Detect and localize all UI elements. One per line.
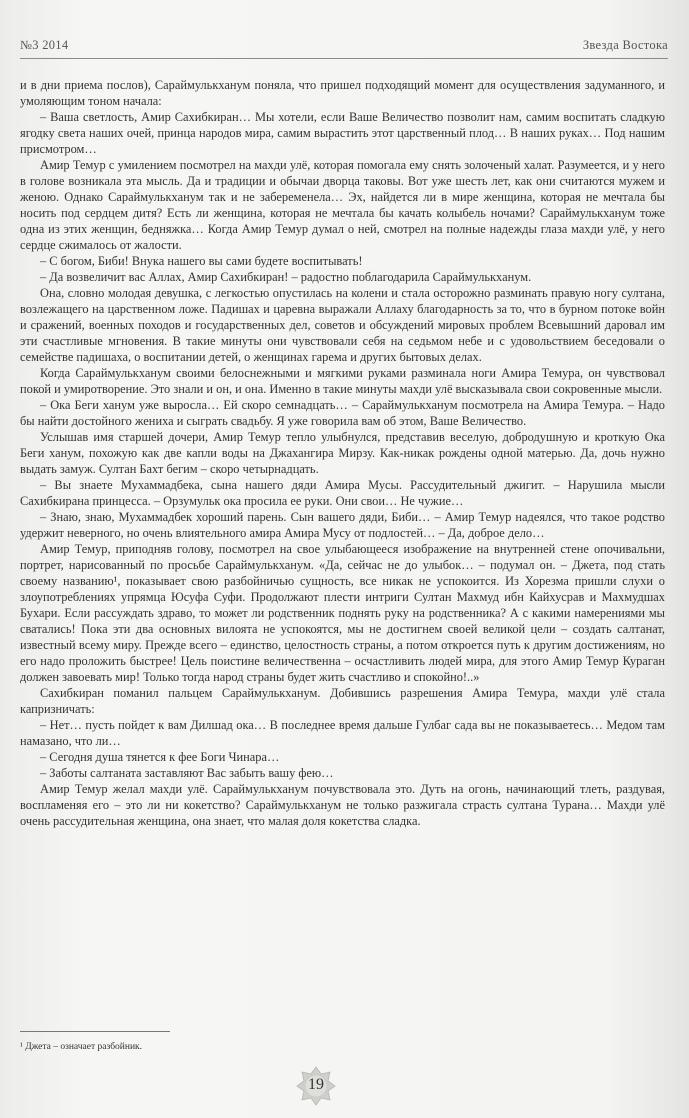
page-number-badge	[296, 1066, 336, 1106]
paragraph: – Нет… пусть пойдет к вам Дилшад ока… В последнее время дальше Гулбаг сада вы не показываетесь… Медом там намазано, что ли…	[20, 718, 665, 748]
paragraph: и в дни приема послов), Сараймулькханум поняла, что пришел подходящий момент для осуществления задуманного, и умоляющим тоном начала:	[20, 78, 665, 108]
running-header	[20, 38, 668, 54]
paragraph: Она, словно молодая девушка, с легкостью опустилась на колени и стала осторожно разминать правую ногу султана, возлежащего на царственном ложе. Падишах и царевна выражали Аллаху благодарность за то, что в бурном потоке войн и сражений, военных походов и государственных дел, советов и обсуждений мировых проблем Всевышний даровал им эти счастливые мгновения. В такие минуты они чувствовали себя на седьмом небе и с удовольствием беседовали о семействе падишаха, о воспитании детей, о женщинах гарема и других бытовых делах.	[20, 286, 665, 364]
paragraph: Амир Темур желал махди улё. Сараймулькханум почувствовала это. Дуть на огонь, начинающий тлеть, раздувая, воспламеняя его – это ли ни кокетство? Сараймулькханум не только разжигала страсть султана Турана… Махди улё очень рассудительная женщина, она знает, что малая доля кокетства сладка.	[20, 782, 665, 828]
paragraph: Амир Темур, приподняв голову, посмотрел на свое улыбающееся изображение на внутренней стене опочивальни, портрет, нарисованный по просьбе Сараймулькханум. «Да, сейчас не до улыбок… – подумал он. – Джета, под стать своему названию¹, показывает свою разбойничью сущность, все никак не успокоится. Из Хорезма пришли слухи о злоупотреблениях упрямца Юсуфа Суфи. Продолжают плести интриги Султан Махмуд ибн Кайхусрав и Махмудшах Бухари. Если рассуждать здраво, то может ли родственник поднять руку на родственника? А с какими намерениями мы сватались! Пока эти два основных вилоята не успокоятся, мы не достигнем своей великой цели – создать салтанат, известный всему миру. Прежде всего – единство, целостность страны, а потом откроется путь к другим достижениям, но его надо проложить быстрее! Цель поистине величественна – осчастливить людей мира, для этого Амир Темур Кураган должен завоевать мир! Только тогда народ страны будет жить счастливо и спокойно!..»	[20, 542, 665, 684]
paragraph: – С богом, Биби! Внука нашего вы сами будете воспитывать!	[40, 254, 363, 268]
footnote: ¹ Джета – означает разбойник.	[20, 1042, 143, 1052]
header-divider	[20, 58, 668, 59]
paragraph: Амир Темур с умилением посмотрел на махди улё, которая помогала ему снять золоченый халат. Разумеется, и у него в голове возникала эта мысль. Да и традиции и обычаи дворца таковы. Вот уже шесть лет, как они считаются мужем и женою. Однако Сараймулькханум так и не забеременела… Эх, найдется ли в мире женщина, которая не мечтала бы носить под сердцем дитя? Есть ли женщина, которая не мечтала бы качать колыбель ночами? Сараймулькханум тоже одна из этих женщин, бедняжка… Когда Амир Темур думал о ней, смотрел на полные надежды глаза махди улё, у него сердце сжималось от жалости.	[20, 158, 665, 252]
paragraph: – Ваша светлость, Амир Сахибкиран… Мы хотели, если Ваше Величество позволит нам, самим воспитать сладкую ягодку света наших очей, принца народов мира, самим вырастить этот царственный плод… В наших руках… Под нашим присмотром…	[20, 110, 665, 156]
paragraph: Сахибкиран поманил пальцем Сараймулькханум. Добившись разрешения Амира Темура, махди улё стала капризничать:	[20, 686, 665, 716]
issue-label: №3 2014	[20, 38, 69, 52]
article-body	[20, 77, 665, 829]
paragraph: – Вы знаете Мухаммадбека, сына нашего дяди Амира Мусы. Рассудительный джигит. – Нарушила мысли Сахибкирана принцесса. – Орзумульк ока просила ее руки. Они свои… Не чужие…	[20, 478, 665, 508]
paragraph: – Да возвеличит вас Аллах, Амир Сахибкиран! – радостно поблагодарила Сараймулькханум.	[40, 270, 532, 284]
page-number: 19	[308, 1076, 324, 1093]
paragraph: Когда Сараймулькханум своими белоснежными и мягкими руками разминала ноги Амира Темура, он чувствовал покой и умиротворение. Это знали и он, и она. Именно в такие минуты махди улё высказывала свои сокровенные мысли.	[20, 366, 665, 396]
footnote-divider	[20, 1031, 170, 1032]
paragraph: – Заботы салтаната заставляют Вас забыть вашу фею…	[40, 766, 334, 780]
paragraph: Услышав имя старшей дочери, Амир Темур тепло улыбнулся, представив веселую, добродушную и кроткую Ока Беги ханум, похожую как две капли воды на Джахангира Мирзу. Как-никак рождены одной матерью. Да, дочь нужно выдать замуж. Султан Бахт бегим – скоро четырнадцать.	[20, 430, 665, 476]
journal-title: Звезда Востока	[582, 38, 668, 52]
paragraph: – Сегодня душа тянется к фее Боги Чинара…	[40, 750, 280, 764]
paragraph: – Знаю, знаю, Мухаммадбек хороший парень. Сын вашего дяди, Биби… – Амир Темур надеялся, что такое родство удержит неверного, но очень влиятельного амира Амира Мусу от подлостей… – Да, доброе дело…	[20, 510, 665, 540]
paragraph: – Ока Беги ханум уже выросла… Ей скоро семнадцать… – Сараймулькханум посмотрела на Амира Темура. – Надо бы найти достойного жениха и сыграть свадьбу. Я уже говорила вам об этом, Ваше Величество.	[20, 398, 665, 428]
